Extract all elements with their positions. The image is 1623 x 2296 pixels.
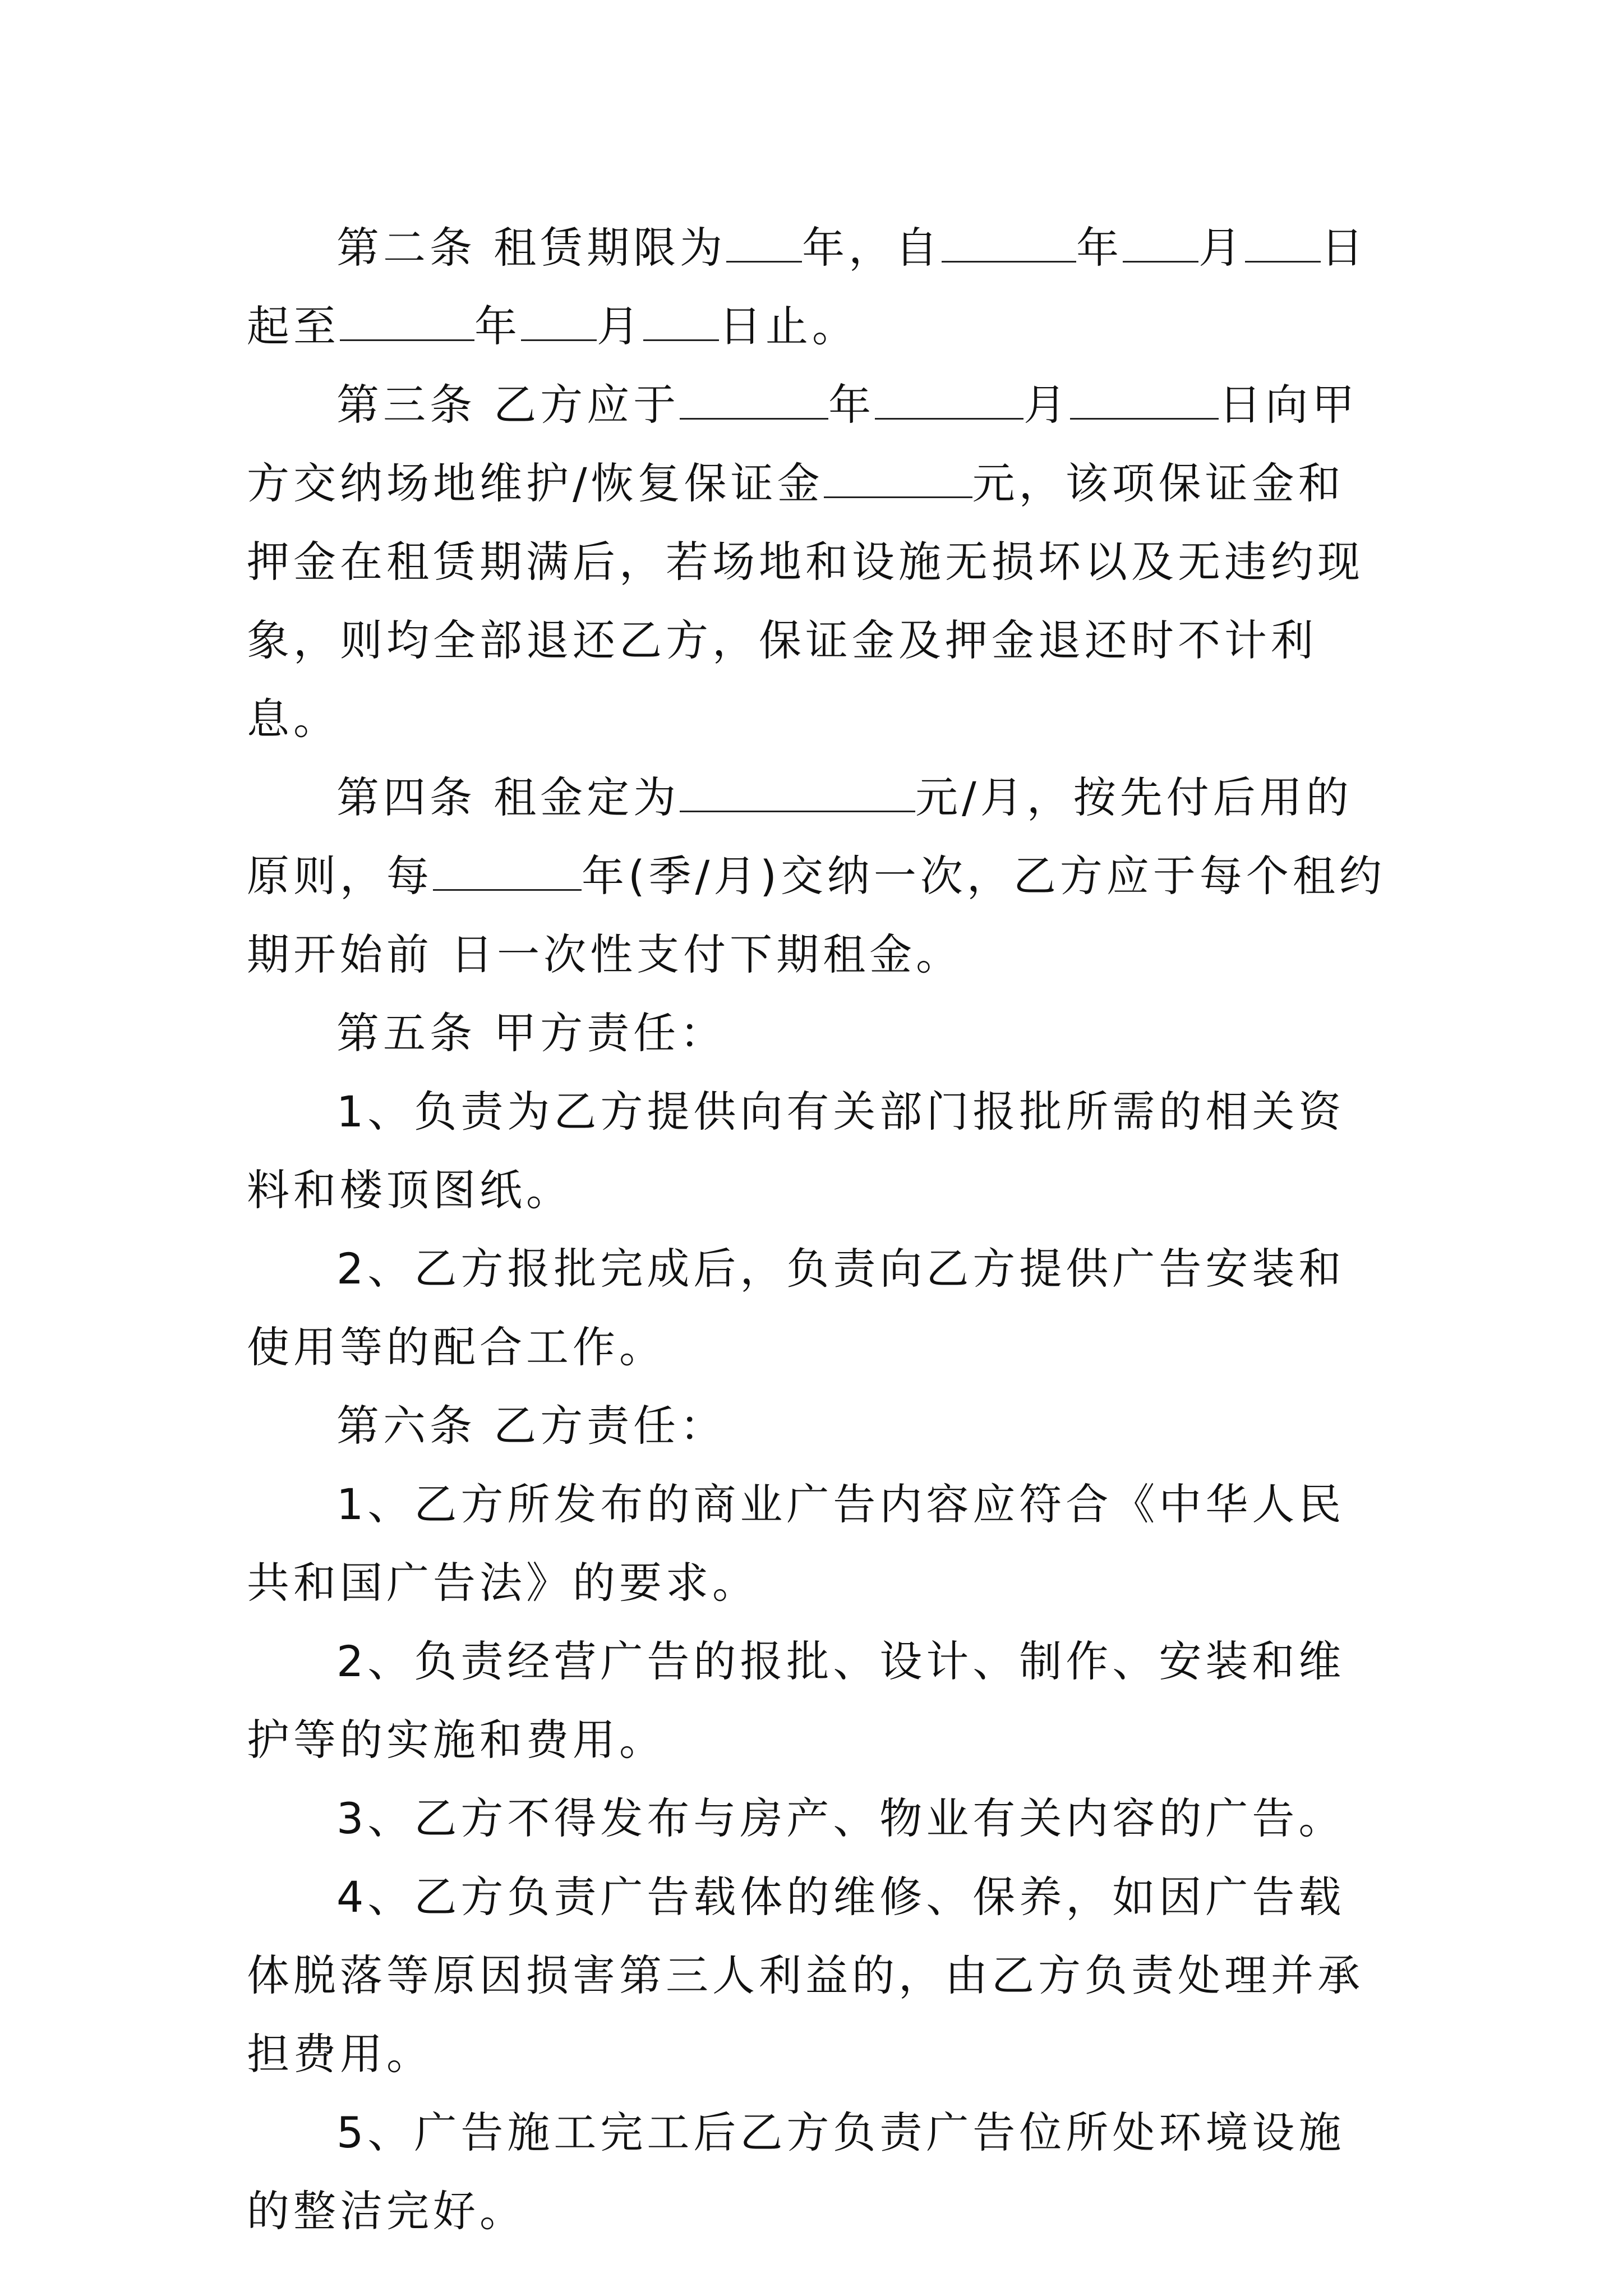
- clause-2-text: 年: [474, 301, 521, 351]
- blank-start-month: [1123, 224, 1198, 263]
- clause-5-title: 第五条 甲方责任：: [336, 1008, 727, 1058]
- clause-2-text: 月: [1198, 223, 1246, 273]
- clause-3: [247, 366, 1391, 758]
- clause-2-text: 年: [1076, 223, 1123, 273]
- blank-end-month: [521, 302, 597, 341]
- clause-3-text: 第三条 乙方应于: [336, 380, 680, 430]
- clause-6-item: 4、乙方负责广告载体的维修、保养，如因广告载体脱落等原因损害第三人利益的，由乙方负责处理并承担费用。: [247, 1872, 1364, 2079]
- clause-4-text: 元/月，按先付后用的原则，每: [247, 772, 1353, 901]
- blank-payment-period: [433, 852, 582, 891]
- clause-3-text: 月: [1023, 380, 1071, 430]
- blank-start-day: [1245, 224, 1321, 263]
- clause-2: [247, 209, 1391, 366]
- clause-4: [247, 758, 1391, 994]
- blank-deposit-year: [680, 381, 828, 420]
- clause-6-item: 2、负责经营广告的报批、设计、制作、安装和维护等的实施和费用。: [247, 1636, 1345, 1765]
- blank-rent-amount: [680, 774, 915, 812]
- clause-5-item: 1、负责为乙方提供向有关部门报批所需的相关资料和楼顶图纸。: [247, 1087, 1345, 1215]
- clause-2-text: 第二条 租赁期限为: [336, 223, 727, 273]
- clause-6-item: 1、乙方所发布的商业广告内容应符合《中华人民共和国广告法》的要求。: [247, 1479, 1345, 1608]
- clause-6-item: 3、乙方不得发布与房产、物业有关内容的广告。: [336, 1793, 1345, 1843]
- clause-6-title: 第六条 乙方责任：: [336, 1401, 727, 1451]
- clause-3-text: 日向甲方交纳场地维护/恢复保证金: [247, 380, 1359, 508]
- blank-end-day: [643, 302, 719, 341]
- blank-deposit-month: [875, 381, 1023, 420]
- clause-4-text: 第四条 租金定为: [336, 772, 680, 822]
- clause-3-text: 元，该项保证金和押金在租赁期满后，若场地和设施无损坏以及无违约现象，则均全部退还乙方，保证金及押金退还时不计利息。: [247, 458, 1364, 744]
- clause-2-text: 日止。: [719, 301, 859, 351]
- clause-2-text: 日起至: [247, 223, 1368, 351]
- clause-5-item: 2、乙方报批完成后，负责向乙方提供广告安装和使用等的配合工作。: [247, 1244, 1345, 1372]
- blank-term-years: [726, 224, 802, 263]
- blank-deposit-amount: [824, 459, 972, 498]
- blank-end-year: [340, 302, 474, 341]
- contract-body: [247, 209, 1391, 2251]
- clause-2-text: 年，自: [802, 223, 942, 273]
- clause-6-item: 5、广告施工完工后乙方负责广告位所处环境设施的整洁完好。: [247, 2108, 1345, 2236]
- blank-deposit-day: [1070, 381, 1219, 420]
- blank-start-year: [942, 224, 1076, 263]
- clause-3-text: 年: [828, 380, 875, 430]
- clause-2-text: 月: [597, 301, 643, 351]
- clause-4-text: 年(季/月)交纳一次，乙方应于每个租约期开始前 日一次性支付下期租金。: [247, 851, 1386, 979]
